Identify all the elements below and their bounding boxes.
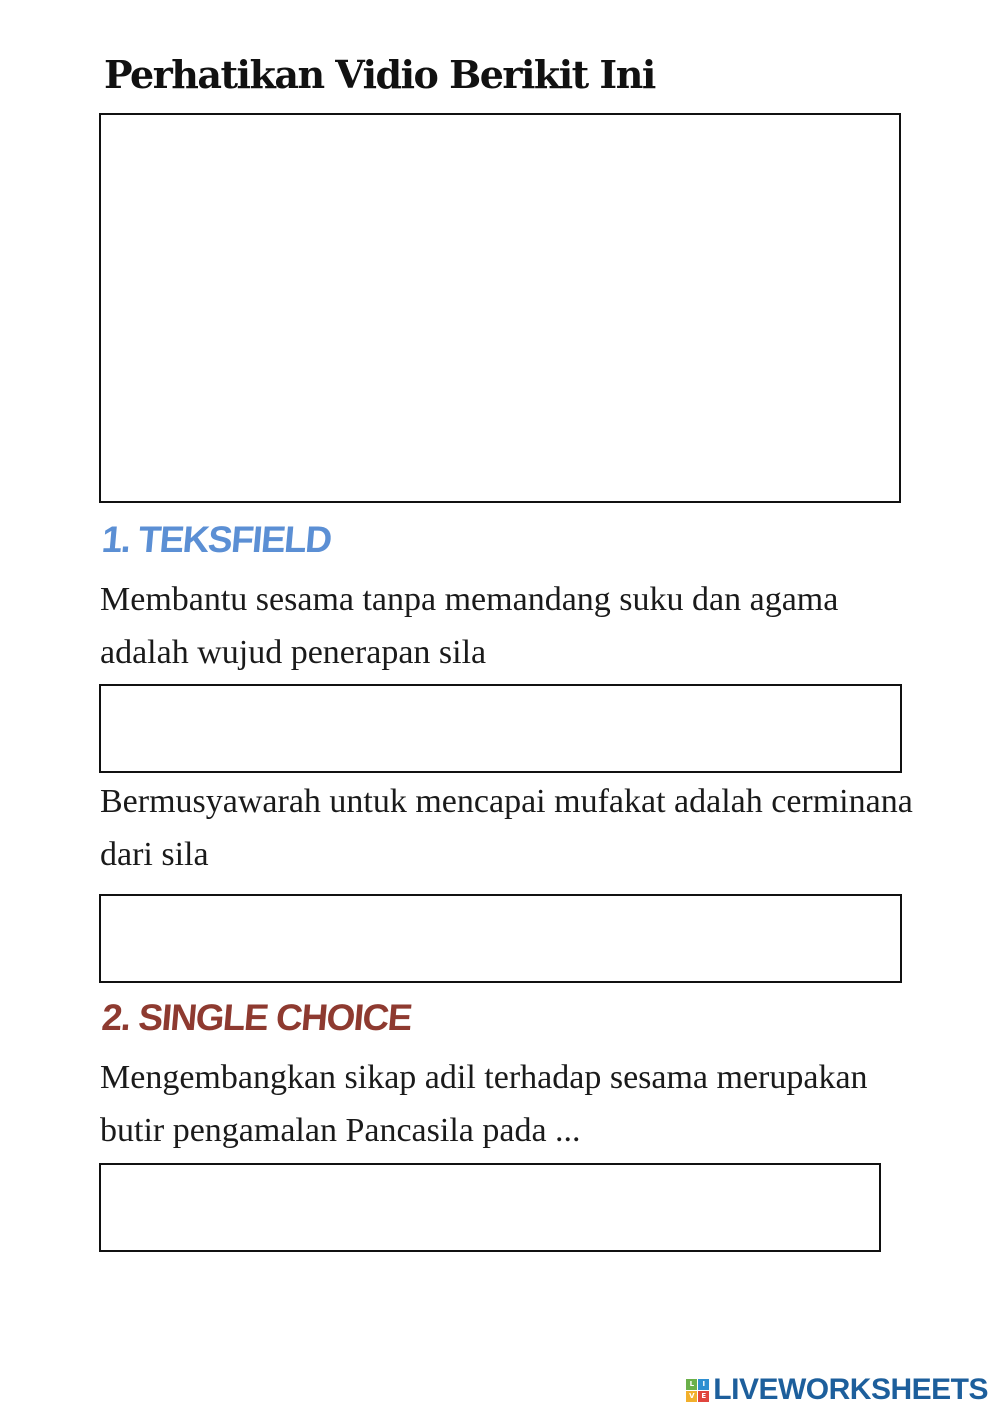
answer-field-1[interactable]: [99, 684, 902, 773]
question-text: Membantu sesama tanpa memandang suku dan agama adalah wujud penerapan sila: [100, 581, 839, 671]
liveworksheets-logo-icon: [686, 1379, 709, 1402]
page-title: Perhatikan Vidio Berikit Ini: [104, 52, 655, 97]
logo-letter: L: [686, 1379, 697, 1390]
section-heading-single-choice: 2. SINGLE CHOICE: [100, 997, 413, 1038]
brand-name: LIVEWORKSHEETS: [713, 1373, 988, 1406]
liveworksheets-brand: [686, 1373, 988, 1407]
question-text: Mengembangkan sikap adil terhadap sesama merupakan butir pengamalan Pancasila pada ...: [100, 1059, 868, 1149]
video-player[interactable]: [99, 113, 901, 503]
logo-letter: I: [698, 1379, 709, 1390]
question-text: Bermusyawarah untuk mencapai mufakat adalah cerminana dari sila: [100, 783, 913, 873]
logo-letter: V: [686, 1391, 697, 1402]
single-choice-answer-box[interactable]: [99, 1163, 881, 1252]
answer-field-2[interactable]: [99, 894, 902, 983]
logo-letter: E: [698, 1391, 709, 1402]
section-heading-teksfield: 1. TEKSFIELD: [100, 519, 333, 560]
